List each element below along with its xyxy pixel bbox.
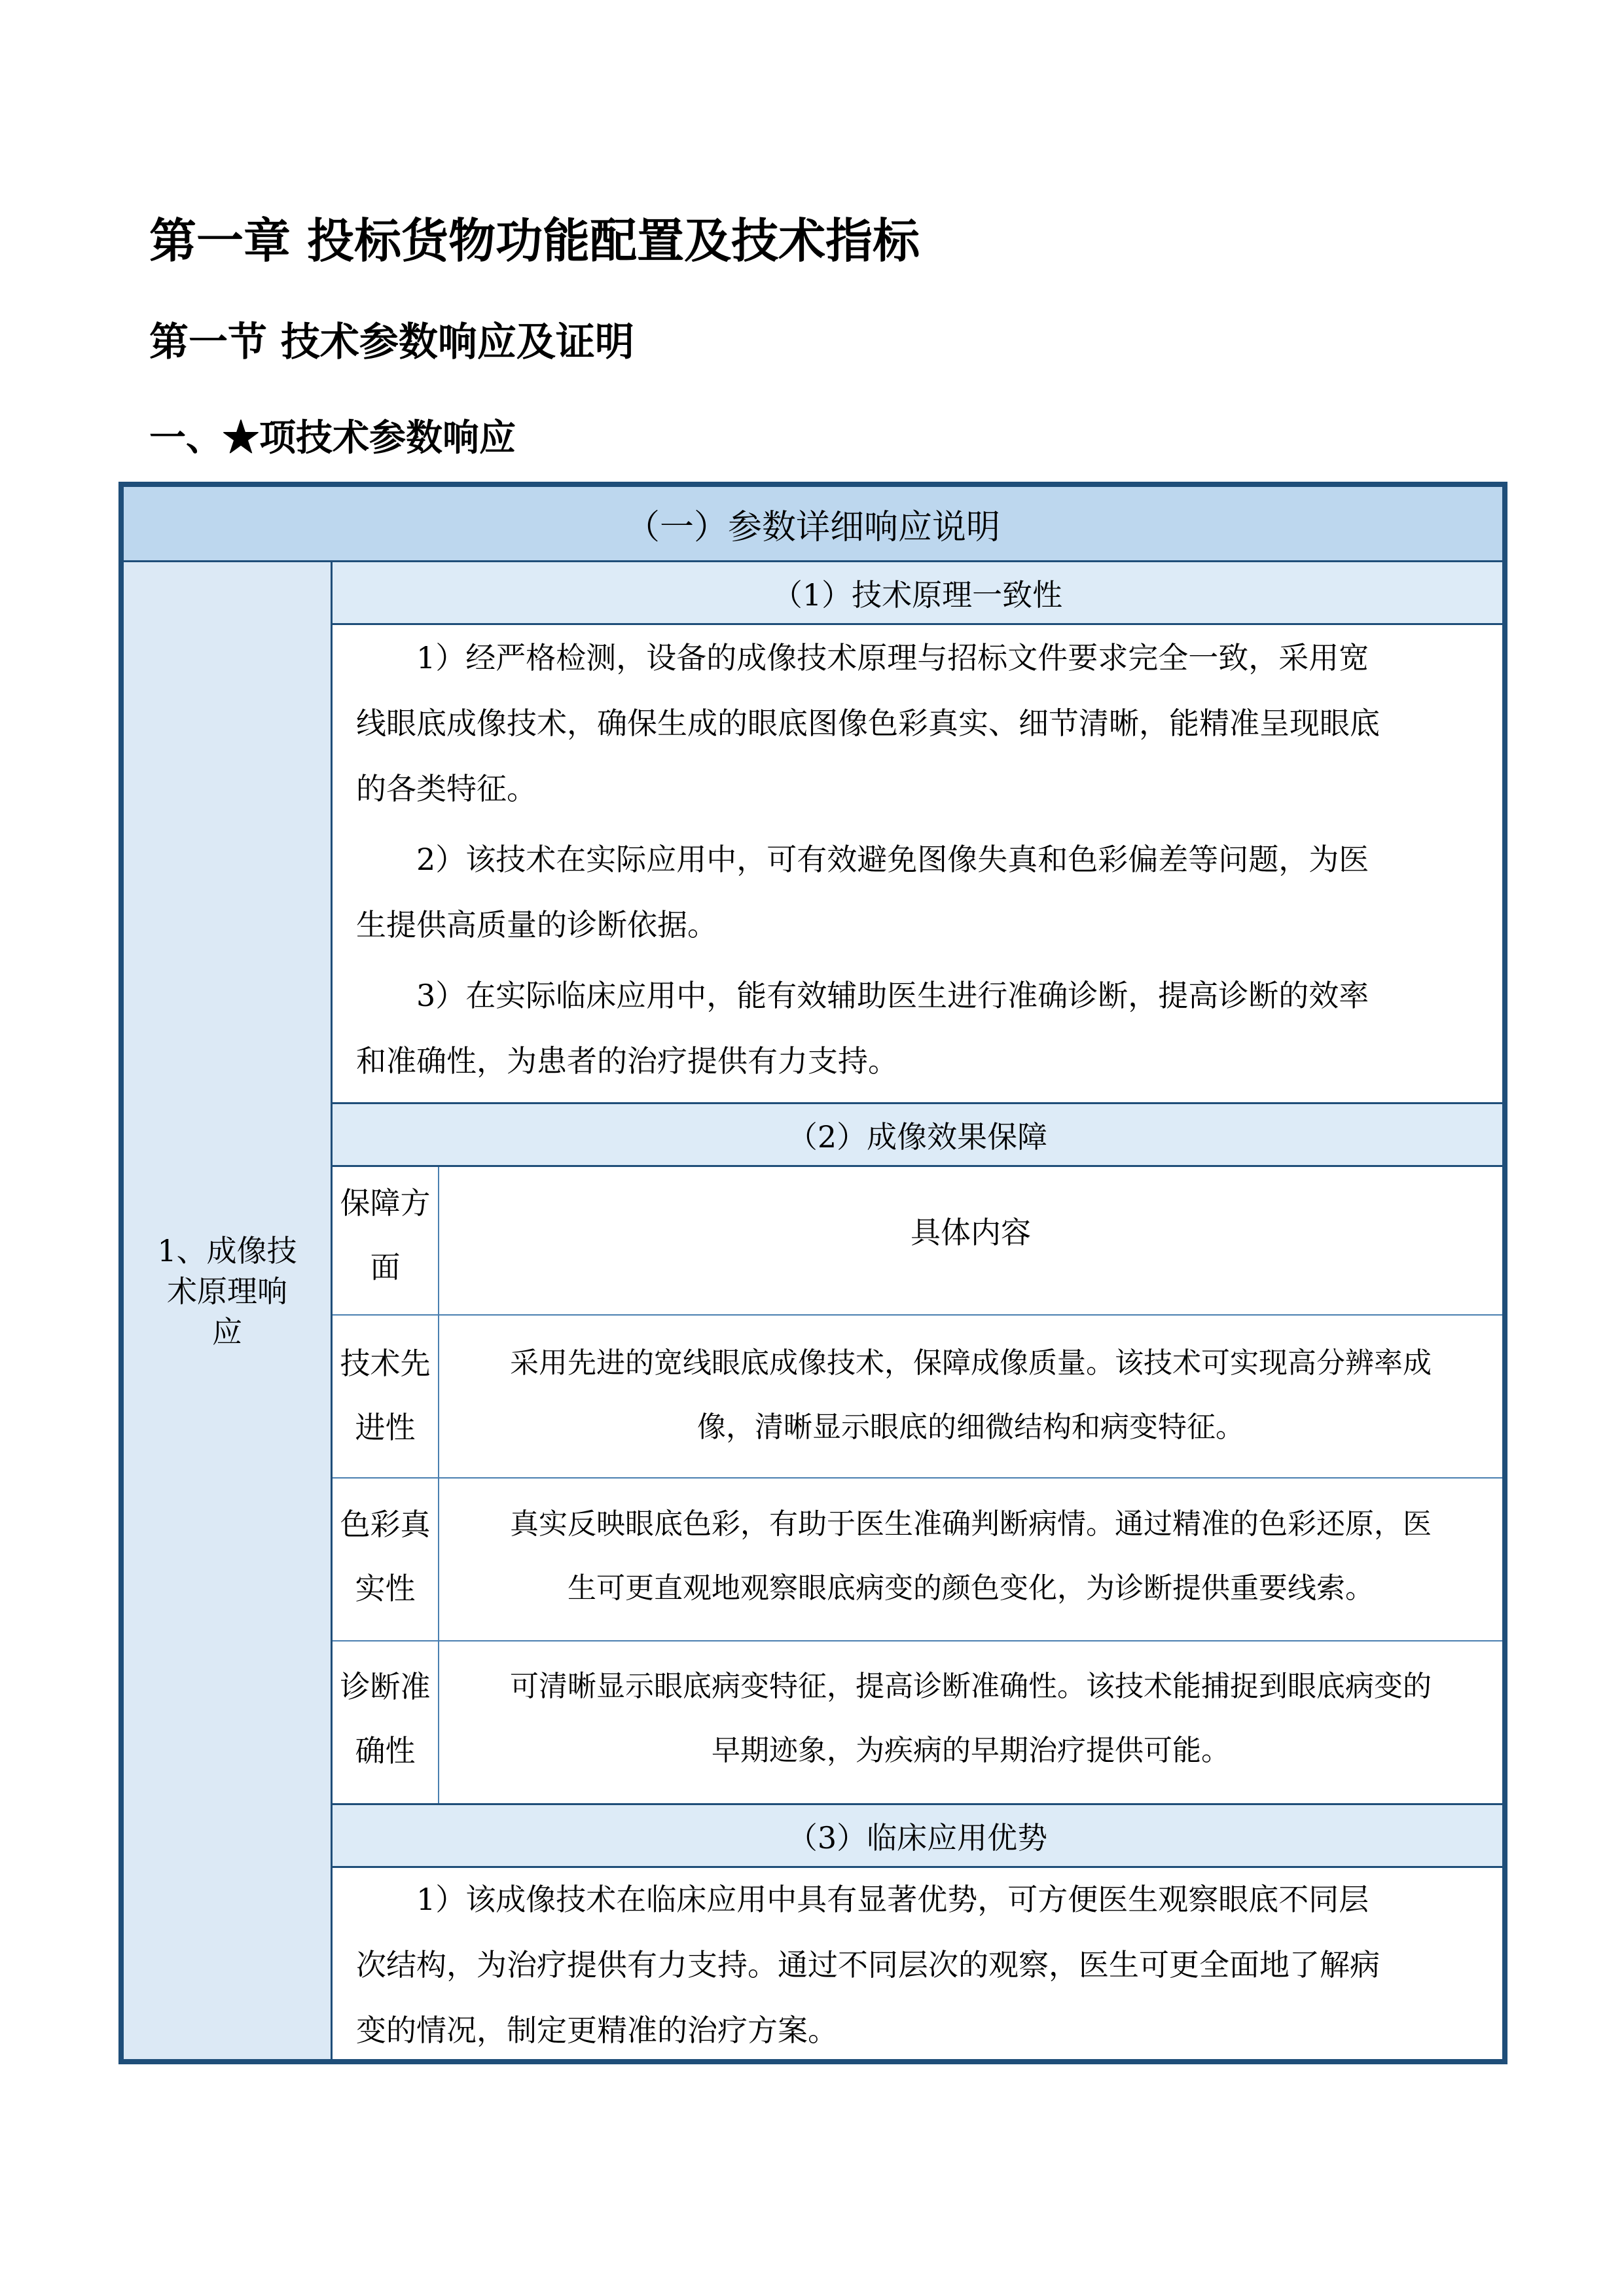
- text-line: 保障方: [340, 1185, 431, 1221]
- text-line: 1）经严格检测，设备的成像技术原理与招标文件要求完全一致，采用宽: [416, 640, 1369, 675]
- content-cell: [444, 1492, 1497, 1621]
- aspect-cell: [333, 1492, 438, 1621]
- table-title: （一）参数详细响应说明: [124, 487, 1502, 560]
- aspect-header: [333, 1171, 438, 1299]
- text-line: 可清晰显示眼底病变特征，提高诊断准确性。该技术能捕捉到眼底病变的: [510, 1670, 1432, 1703]
- aspect-cell: [333, 1655, 438, 1783]
- text-line: 生提供高质量的诊断依据。: [356, 907, 717, 942]
- text-line: 次结构，为治疗提供有力支持。通过不同层次的观察，医生可更全面地了解病: [356, 1947, 1380, 1982]
- aspect-cell: [333, 1331, 438, 1460]
- text-line: 采用先进的宽线眼底成像技术，保障成像质量。该技术可实现高分辨率成: [510, 1346, 1432, 1380]
- part1-paragraph-3: [356, 963, 1482, 1094]
- text-line: 线眼底成像技术，确保生成的眼底图像色彩真实、细节清晰，能精准呈现眼底: [356, 706, 1380, 741]
- text-line: 生可更直观地观察眼底病变的颜色变化，为诊断提供重要线索。: [568, 1571, 1374, 1605]
- part3-paragraph-1: [356, 1867, 1482, 2063]
- part1-title: （1）技术原理一致性: [333, 562, 1502, 623]
- text-line: 真实反映眼底色彩，有助于医生准确判断病情。通过精准的色彩还原，医: [510, 1507, 1432, 1541]
- text-line: 变的情况，制定更精准的治疗方案。: [356, 2013, 838, 2048]
- text-line: 早期迹象，为疾病的早期治疗提供可能。: [712, 1734, 1230, 1767]
- part3-title: （3）临床应用优势: [333, 1805, 1502, 1866]
- text-line: 进性: [355, 1410, 416, 1445]
- chapter-heading: 第一章 投标货物功能配置及技术指标: [149, 213, 920, 268]
- divider: [333, 1640, 1502, 1641]
- content-cell: [444, 1655, 1497, 1783]
- left-label-line: 术原理响: [167, 1273, 287, 1309]
- text-line: 像，清晰显示眼底的细微结构和病变特征。: [697, 1410, 1244, 1444]
- divider: [333, 1477, 1502, 1479]
- text-line: 确性: [355, 1733, 416, 1768]
- part2-title: （2）成像效果保障: [333, 1104, 1502, 1165]
- text-line: 技术先: [340, 1346, 431, 1381]
- left-label-line: 1、成像技: [157, 1232, 297, 1268]
- divider: [333, 1165, 1502, 1167]
- content-cell: [444, 1331, 1497, 1460]
- text-line: 的各类特征。: [356, 771, 537, 806]
- text-line: 和准确性，为患者的治疗提供有力支持。: [356, 1043, 898, 1079]
- response-table: [118, 482, 1507, 2064]
- subsection-heading: 一、★项技术参数响应: [149, 416, 516, 459]
- text-line: 色彩真: [340, 1507, 431, 1542]
- text-line: 2）该技术在实际应用中，可有效避免图像失真和色彩偏差等问题，为医: [416, 842, 1369, 877]
- left-label-cell: [124, 562, 331, 2059]
- part1-paragraph-2: [356, 827, 1482, 958]
- section-heading: 第一节 技术参数响应及证明: [149, 319, 634, 365]
- text-line: 3）在实际临床应用中，能有效辅助医生进行准确诊断，提高诊断的效率: [416, 978, 1369, 1013]
- divider: [333, 1314, 1502, 1316]
- content-header: 具体内容: [911, 1215, 1031, 1250]
- left-label-line: 应: [212, 1314, 242, 1350]
- text-line: 面: [370, 1249, 401, 1285]
- part1-paragraph-1: [356, 625, 1482, 821]
- text-line: 1）该成像技术在临床应用中具有显著优势，可方便医生观察眼底不同层: [416, 1882, 1369, 1917]
- text-line: 实性: [355, 1571, 416, 1606]
- text-line: 诊断准: [340, 1669, 431, 1704]
